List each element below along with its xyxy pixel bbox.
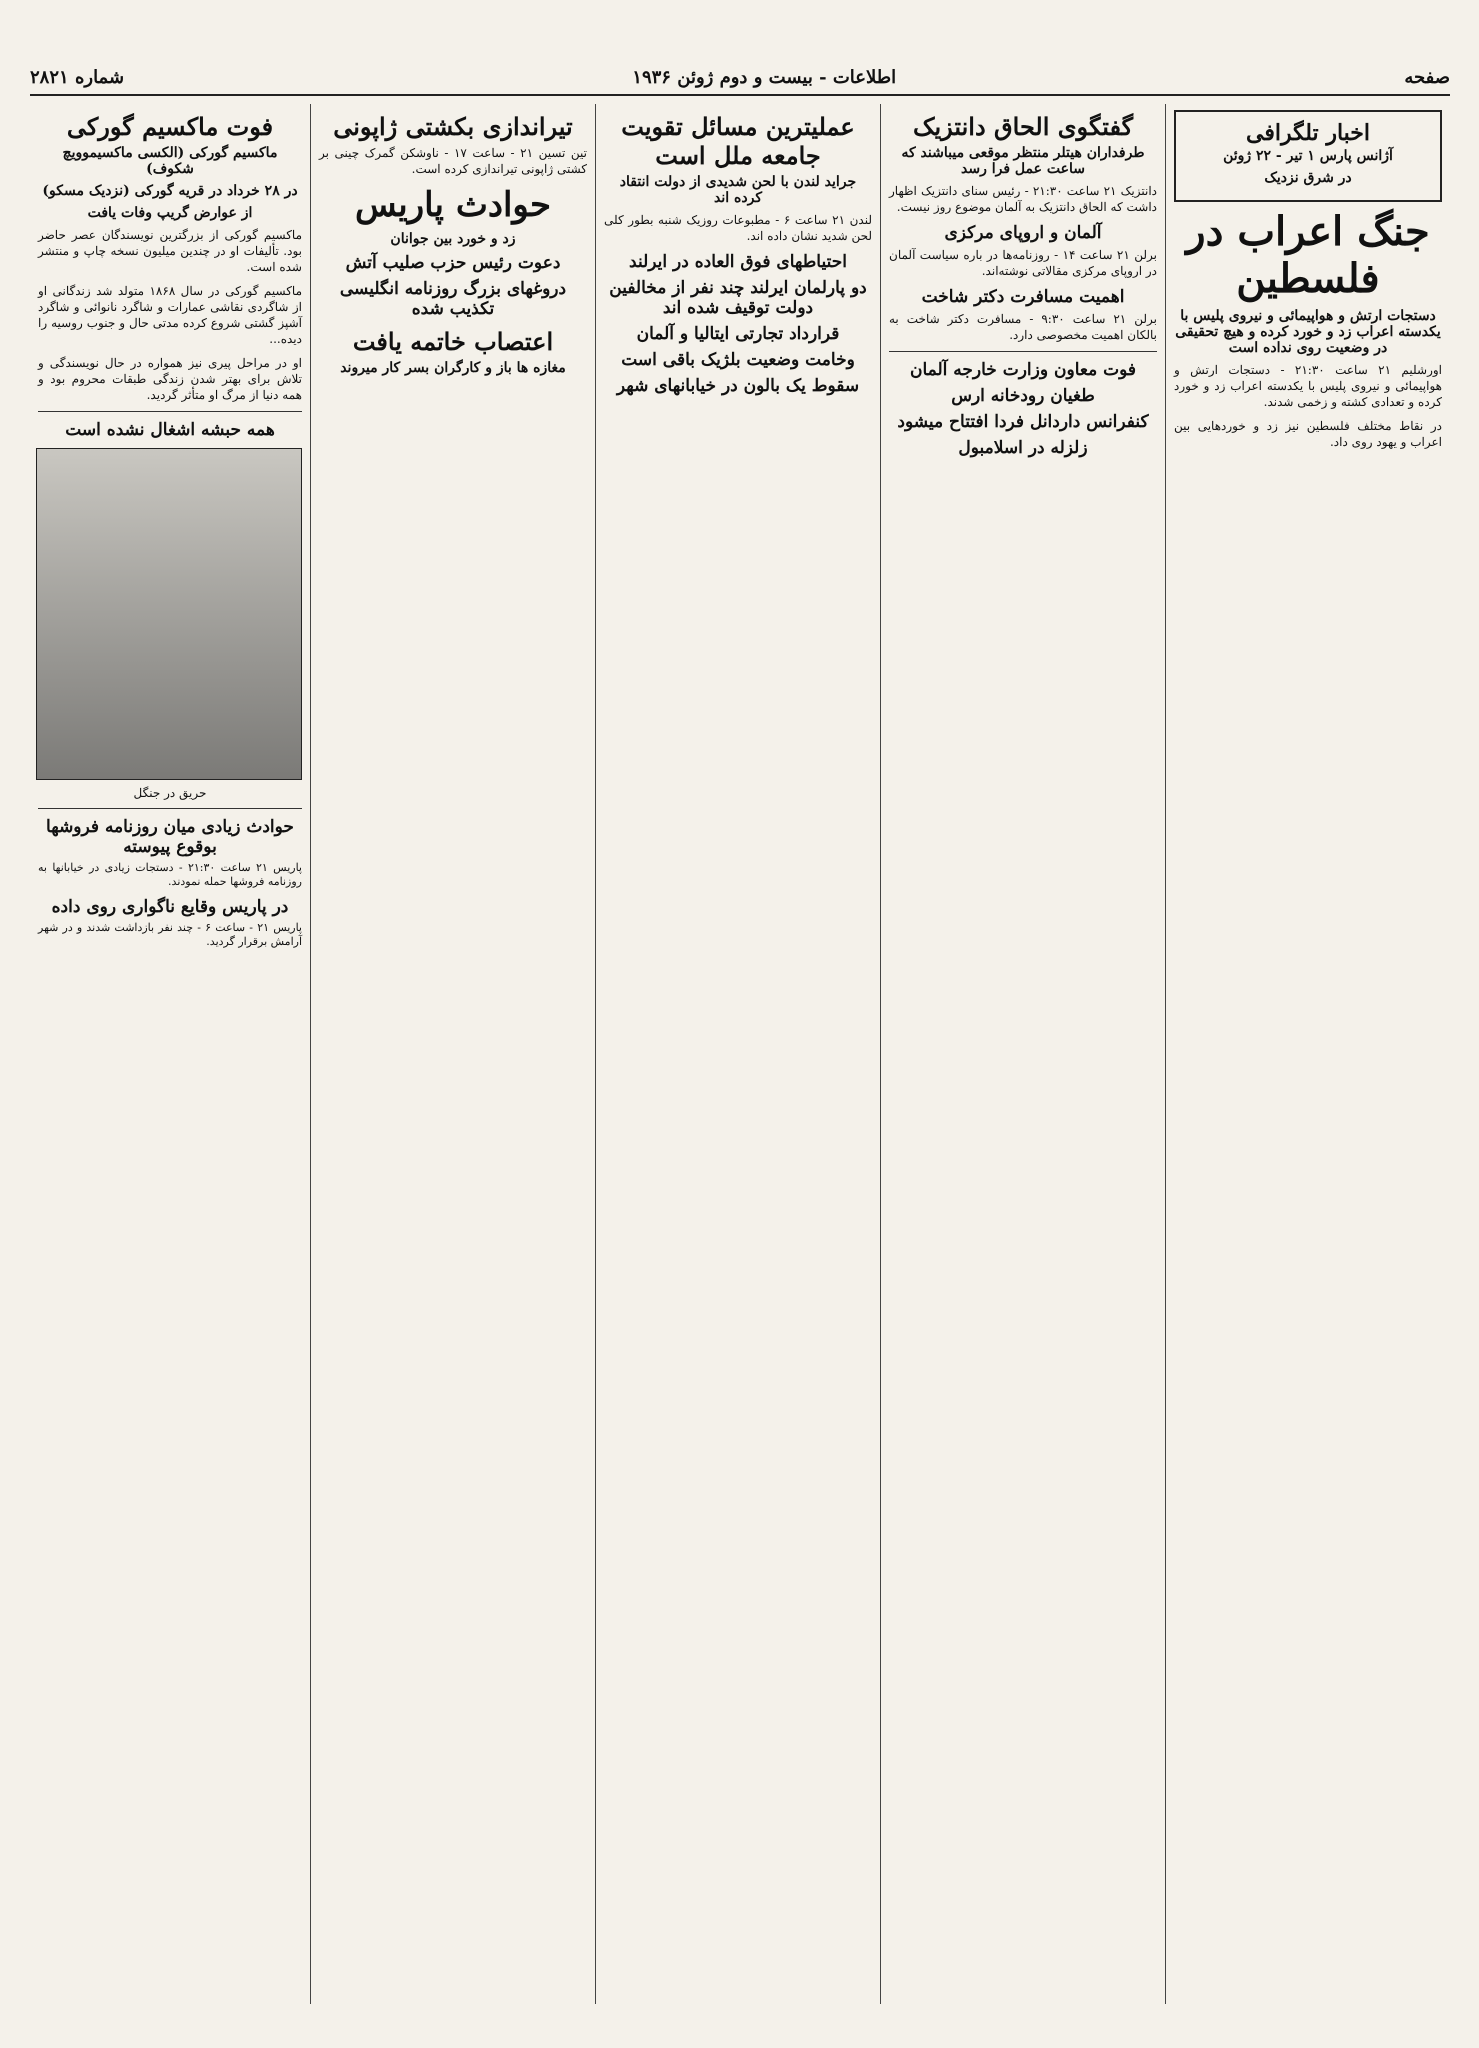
paragraph-paris-incidents: پاریس ۲۱ - ساعت ۶ - چند نفر بازداشت شدند و در شهر آرامش برقرار گردید. xyxy=(38,921,302,948)
headline-italy-germany-trade: قرارداد تجارتی ایتالیا و آلمان xyxy=(636,324,840,344)
column-1 xyxy=(1165,104,1450,2004)
agency-line: آژانس پارس ۱ تیر - ۲۲ ژوئن xyxy=(1223,148,1393,164)
column-2 xyxy=(880,104,1165,2004)
headline-danzig: گفتگوی الحاق دانتزیک xyxy=(912,112,1134,141)
gorky-line-2: در ۲۸ خرداد در قریه گورکی (نزدیک مسکو) xyxy=(42,183,298,199)
headline-gorky: فوت ماکسیم گورکی xyxy=(66,112,274,141)
headline-english-press-lies: دروغهای بزرگ روزنامه انگلیسی تکذیب شده xyxy=(339,279,567,319)
paragraph-newspaper-sellers: پاریس ۲۱ ساعت ۲۱:۳۰ - دستجات زیادی در خیابانها به روزنامه فروشها حمله نمودند. xyxy=(38,861,302,888)
subhead-paris: زد و خورد بین جوانان xyxy=(390,231,516,247)
headline-schacht: اهمیت مسافرت دکتر شاخت xyxy=(921,287,1125,307)
paragraph-palestine-2: در نقاط مختلف فلسطین نیز زد و خوردهایی بین اعراب و یهود روی داد. xyxy=(1174,419,1442,449)
issue-number: شماره ۲۸۲۱ xyxy=(30,66,125,88)
subhead-strike-ended: مغازه ها باز و کارگران بسر کار میروند xyxy=(340,360,566,376)
logo-title: اخبار تلگرافی xyxy=(1246,120,1370,146)
subhead-palestine: دستجات ارتش و هواپیمائی و نیروی پلیس با یکدسته اعراب زد و خورد کرده و هیچ تحقیقی در وضعیت روی نداده است xyxy=(1175,308,1441,356)
headline-balloon-crash: سقوط یک بالون در خیابانهای شهر xyxy=(616,376,860,396)
headline-central-europe: آلمان و اروپای مرکزی xyxy=(944,223,1102,243)
paragraph-gorky-2: ماکسیم گورکی در سال ۱۸۶۸ متولد شد زندگانی او از شاگردی نقاشی عمارات و شاگرد نانوائی و شاگرد آشپز گشتی شروع کرده مدتی حال و جنوب روسیه را دیده... xyxy=(38,284,303,346)
far-east-line: در شرق نزدیک xyxy=(1264,170,1352,186)
photo-caption: حریق در جنگل xyxy=(133,786,207,800)
column-3 xyxy=(595,104,880,2004)
page-label: صفحه xyxy=(1404,66,1450,88)
headline-japanese-ship: تیراندازی بکشتی ژاپونی xyxy=(333,112,573,141)
paragraph-schacht: برلن ۲۱ ساعت ۹:۳۰ - مسافرت دکتر شاخت به بالکان اهمیت مخصوصی دارد. xyxy=(889,312,1157,342)
column-4 xyxy=(310,104,595,2004)
column-5 xyxy=(30,104,310,2004)
headline-ireland-arrests: دو پارلمان ایرلند چند نفر از مخالفین دولت توقیف شده اند xyxy=(609,278,867,318)
headline-strike-ended: اعتصاب خاتمه یافت xyxy=(352,327,554,356)
headline-istanbul-earthquake: زلزله در اسلامبول xyxy=(958,438,1088,458)
divider xyxy=(889,351,1157,352)
headline-newspaper-sellers: حوادث زیادی میان روزنامه فروشها بوقوع پیوسته xyxy=(46,817,294,857)
headline-ireland-precautions: احتیاطهای فوق العاده در ایرلند xyxy=(629,252,847,272)
headline-paris-incidents: در پاریس وقایع ناگواری روی داده xyxy=(51,897,289,917)
divider xyxy=(38,411,302,412)
gorky-line-1: ماکسیم گورکی (الکسی ماکسیموویچ شکوف) xyxy=(62,145,278,177)
paragraph-japanese-ship: تین تسین ۲۱ - ساعت ۱۷ - ناوشکن گمرک چینی بر کشتی ژاپونی تیراندازی کرده است. xyxy=(319,146,588,176)
forest-fire-photo xyxy=(36,448,302,780)
headline-league-of-nations: عملیترین مسائل تقویت جامعه ملل است xyxy=(621,112,855,170)
logo-box xyxy=(1174,110,1442,202)
paragraph-danzig: دانتزیک ۲۱ ساعت ۲۱:۳۰ - رئیس سنای دانتزیک اظهار داشت که الحاق دانتزیک به آلمان موضوع روز نیست. xyxy=(889,184,1157,214)
masthead xyxy=(30,60,1450,96)
headline-deputy-foreign-minister: فوت معاون وزارت خارجه آلمان xyxy=(909,360,1137,380)
paragraph-gorky-1: ماکسیم گورکی از بزرگترین نویسندگان عصر حاضر بود. تألیفات او در چندین میلیون نسخه چاپ و منتشر شده است. xyxy=(38,228,302,274)
divider xyxy=(38,808,302,809)
newspaper-page xyxy=(30,60,1450,2020)
paragraph-gorky-3: او در مراحل پیری نیز همواره در حال نویسندگی و تلاش برای بهتر شدن زندگی طبقات محروم بود و همه دنیا از مرگ او متأثر گردید. xyxy=(38,356,302,402)
paragraph-palestine-1: اورشلیم ۲۱ ساعت ۲۱:۳۰ - دستجات ارتش و هواپیمائی و نیروی پلیس با یکدسته اعراب زد و خورد کرده و تعدادی کشته و زخمی شدند. xyxy=(1174,363,1442,409)
paragraph-london-press: لندن ۲۱ ساعت ۶ - مطبوعات روزیک شنبه بطور کلی لحن شدید نشان داده اند. xyxy=(604,213,872,243)
headline-croix-de-feu: دعوت رئیس حزب صلیب آتش xyxy=(345,253,561,273)
subhead-danzig: طرفداران هیتلر منتظر موقعی میباشند که ساعت عمل فرا رسد xyxy=(901,145,1145,177)
date-line: اطلاعات - بیست و دوم ژوئن ۱۹۳۶ xyxy=(632,66,897,88)
gorky-line-3: از عوارض گریپ وفات یافت xyxy=(87,205,253,221)
headline-aras-flood: طغیان رودخانه ارس xyxy=(951,386,1095,406)
headline-palestine: جنگ اعراب در فلسطین xyxy=(1186,208,1430,302)
headline-paris: حوادث پاریس xyxy=(354,185,552,225)
headline-dardanelles-conference: کنفرانس داردانل فردا افتتاح میشود xyxy=(897,412,1149,432)
paragraph-central-europe: برلن ۲۱ ساعت ۱۴ - روزنامه‌ها در باره سیاست آلمان در اروپای مرکزی مقالاتی نوشته‌اند. xyxy=(889,248,1157,278)
headline-belgium: وخامت وضعیت بلژیک باقی است xyxy=(621,350,855,370)
subhead-london-press: جراید لندن با لحن شدیدی از دولت انتقاد کرده اند xyxy=(619,174,857,206)
headline-ethiopia: همه حبشه اشغال نشده است xyxy=(65,420,275,440)
